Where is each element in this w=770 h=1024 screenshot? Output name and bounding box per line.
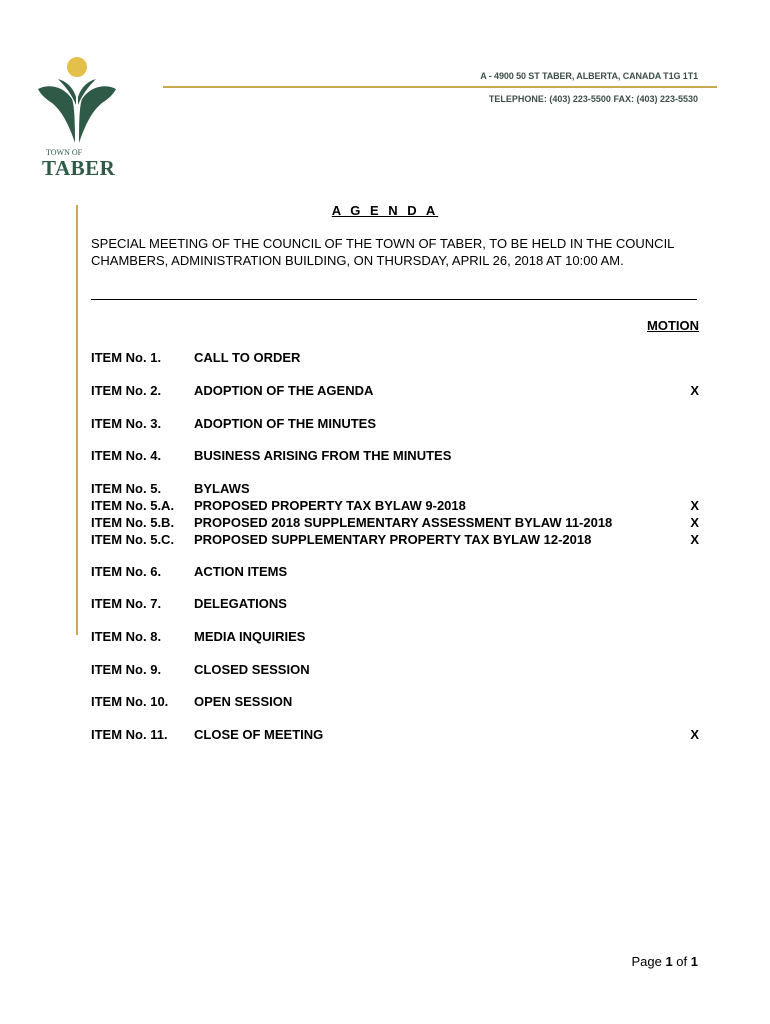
item-number: ITEM No. 5.B. (91, 515, 175, 530)
agenda-title: A G E N D A (331, 203, 439, 218)
motion-mark: X (690, 532, 699, 547)
town-logo (36, 55, 118, 180)
meeting-description: SPECIAL MEETING OF THE COUNCIL OF THE TOWN OF TABER, TO BE HELD IN THE COUNCIL CHAMBERS, ADMINISTRATION BUILDING, ON THURSDAY, APRIL 26, 2018 AT 10:00 AM. (91, 236, 674, 268)
page-of: of (676, 954, 688, 969)
item-title: MEDIA INQUIRIES (194, 629, 306, 644)
agenda-item (91, 350, 699, 367)
item-number: ITEM No. 11. (91, 727, 168, 742)
item-number: ITEM No. 8. (91, 629, 162, 644)
item-title: PROPOSED SUPPLEMENTARY PROPERTY TAX BYLAW 12-2018 (194, 532, 592, 547)
side-accent-bar (76, 205, 78, 635)
motion-column-header: MOTION (647, 318, 699, 333)
motion-mark: X (690, 515, 699, 530)
item-number: ITEM No. 5.A. (91, 498, 175, 513)
item-number: ITEM No. 9. (91, 662, 162, 677)
logo-town-of: TOWN OF (46, 148, 83, 157)
agenda-item (91, 448, 699, 465)
agenda-item (91, 481, 699, 498)
agenda-item (91, 383, 699, 400)
header-address: A - 4900 50 ST TABER, ALBERTA, CANADA T1G 1T1 (480, 71, 698, 81)
agenda-item (91, 532, 699, 549)
motion-mark: X (690, 383, 699, 398)
item-title: PROPOSED PROPERTY TAX BYLAW 9-2018 (194, 498, 466, 513)
item-title: PROPOSED 2018 SUPPLEMENTARY ASSESSMENT BYLAW 11-2018 (194, 515, 613, 530)
page-number (631, 954, 698, 969)
item-title: ACTION ITEMS (194, 564, 288, 579)
agenda-item (91, 564, 699, 581)
item-title: DELEGATIONS (194, 596, 287, 611)
item-title: ADOPTION OF THE AGENDA (194, 383, 374, 398)
item-title: CLOSED SESSION (194, 662, 310, 677)
item-title: CLOSE OF MEETING (194, 727, 324, 742)
item-number: ITEM No. 7. (91, 596, 162, 611)
item-title: BUSINESS ARISING FROM THE MINUTES (194, 448, 452, 463)
item-title: ADOPTION OF THE MINUTES (194, 416, 376, 431)
page-total: 1 (690, 954, 698, 969)
item-number: ITEM No. 1. (91, 350, 162, 365)
logo-town-name: TABER (42, 156, 116, 180)
motion-mark: X (690, 498, 699, 513)
agenda-item (91, 727, 699, 744)
agenda-item (91, 629, 699, 646)
item-title: CALL TO ORDER (194, 350, 301, 365)
page-label: Page (631, 954, 662, 969)
agenda-item (91, 416, 699, 433)
item-number: ITEM No. 5. (91, 481, 162, 496)
item-number: ITEM No. 6. (91, 564, 162, 579)
page-current: 1 (665, 954, 673, 969)
header-divider (163, 86, 717, 88)
item-number: ITEM No. 3. (91, 416, 162, 431)
motion-mark: X (690, 727, 699, 742)
agenda-item (91, 694, 699, 711)
item-number: ITEM No. 4. (91, 448, 162, 463)
item-number: ITEM No. 2. (91, 383, 162, 398)
item-number: ITEM No. 5.C. (91, 532, 175, 547)
taber-leaf-logo-icon (36, 55, 118, 150)
agenda-item (91, 515, 699, 532)
agenda-item (91, 596, 699, 613)
item-number: ITEM No. 10. (91, 694, 169, 709)
header-phone-fax: TELEPHONE: (403) 223-5500 FAX: (403) 223-5530 (488, 94, 698, 104)
horizontal-rule (91, 299, 697, 300)
agenda-item (91, 662, 699, 679)
agenda-item (91, 498, 699, 515)
item-title: OPEN SESSION (194, 694, 293, 709)
item-title: BYLAWS (194, 481, 250, 496)
